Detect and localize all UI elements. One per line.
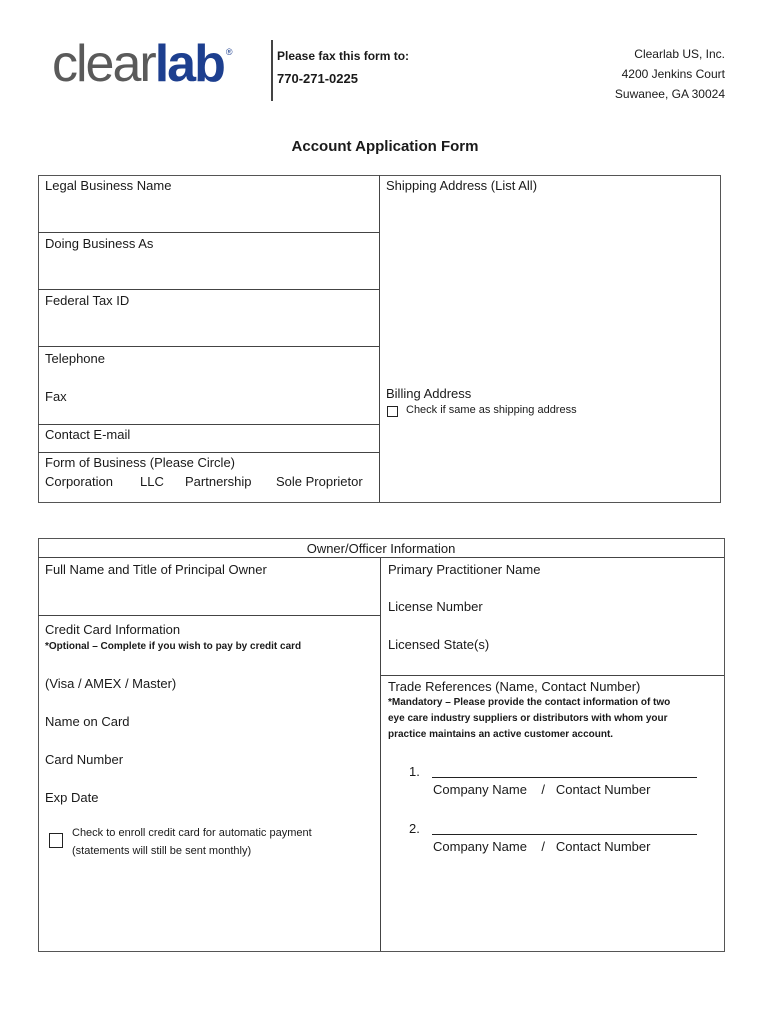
company-name: Clearlab US, Inc.: [634, 47, 725, 61]
row-line: [38, 452, 379, 453]
trade-references-label: Trade References (Name, Contact Number): [388, 679, 641, 694]
doing-business-as-label: Doing Business As: [45, 236, 154, 251]
federal-tax-id-field[interactable]: [39, 310, 378, 345]
federal-tax-id-label: Federal Tax ID: [45, 293, 130, 308]
reference-2-field[interactable]: [432, 817, 697, 834]
primary-practitioner-label: Primary Practitioner Name: [388, 562, 541, 577]
business-type-partnership[interactable]: Partnership: [185, 474, 252, 489]
legal-business-name-field[interactable]: [39, 196, 378, 231]
reference-1-line: [432, 777, 697, 778]
billing-address-label: Billing Address: [386, 386, 472, 401]
telephone-field[interactable]: [120, 349, 375, 369]
telephone-label: Telephone: [45, 351, 105, 366]
logo-text-lab: lab: [154, 35, 224, 93]
reference-1-number: 1.: [409, 764, 420, 779]
licensed-states-field[interactable]: [495, 634, 720, 654]
logo-registered-mark: ®: [225, 47, 233, 57]
row-line: [38, 424, 379, 425]
same-as-shipping-label: Check if same as shipping address: [406, 404, 577, 416]
owner-header-line: [38, 557, 724, 558]
name-on-card-label: Name on Card: [45, 714, 130, 729]
reference-1-field[interactable]: [432, 760, 697, 777]
license-number-field[interactable]: [495, 596, 720, 616]
card-number-label: Card Number: [45, 752, 124, 767]
name-on-card-field[interactable]: [140, 711, 375, 733]
owner-officer-header: Owner/Officer Information: [306, 541, 456, 556]
auto-pay-checkbox[interactable]: [49, 833, 63, 848]
header-divider: [271, 40, 273, 101]
section2-divider: [380, 557, 381, 951]
credit-card-info-label: Credit Card Information: [45, 622, 181, 637]
form-of-business-label: Form of Business (Please Circle): [45, 455, 235, 470]
fax-label: Please fax this form to:: [277, 49, 410, 63]
license-number-label: License Number: [388, 599, 483, 614]
logo-text-clear: clear: [52, 35, 155, 93]
reference-2-caption: Company Name / Contact Number: [433, 839, 651, 854]
card-number-field[interactable]: [135, 749, 375, 771]
billing-address-field[interactable]: [381, 422, 717, 500]
contact-email-label: Contact E-mail: [45, 427, 131, 442]
mandatory-note-line3: practice maintains an active customer account.: [388, 729, 614, 740]
clearlab-logo: [52, 35, 233, 93]
primary-practitioner-field[interactable]: [555, 560, 720, 580]
card-types: (Visa / AMEX / Master): [45, 676, 177, 691]
row-line: [380, 675, 724, 676]
mandatory-note-line2: eye care industry suppliers or distributors with whom your: [388, 713, 668, 724]
exp-date-label: Exp Date: [45, 790, 99, 805]
company-city: Suwanee, GA 30024: [614, 87, 725, 101]
fax-number: 770-271-0225: [277, 71, 358, 86]
company-street: 4200 Jenkins Court: [621, 67, 725, 81]
principal-owner-field[interactable]: [39, 580, 379, 614]
row-line: [38, 615, 380, 616]
credit-card-optional-note: *Optional – Complete if you wish to pay by credit card: [45, 641, 302, 652]
business-type-corporation[interactable]: Corporation: [45, 474, 113, 489]
principal-owner-label: Full Name and Title of Principal Owner: [45, 562, 267, 577]
licensed-states-label: Licensed State(s): [388, 637, 490, 652]
exp-date-field[interactable]: [110, 787, 375, 809]
shipping-address-field[interactable]: [381, 197, 717, 377]
row-line: [38, 232, 379, 233]
fax-field[interactable]: [80, 386, 375, 406]
same-as-shipping-checkbox[interactable]: [387, 406, 398, 417]
mandatory-note-line1: *Mandatory – Please provide the contact information of two: [388, 697, 671, 708]
fax-label-field: Fax: [45, 389, 67, 404]
business-type-sole-proprietor[interactable]: Sole Proprietor: [276, 474, 363, 489]
row-line: [38, 346, 379, 347]
reference-2-number: 2.: [409, 821, 420, 836]
section1-divider: [379, 175, 380, 502]
doing-business-as-field[interactable]: [39, 253, 378, 288]
auto-pay-label: Check to enroll credit card for automatic payment: [72, 827, 312, 839]
contact-email-field[interactable]: [140, 426, 375, 450]
page-title: Account Application Form: [291, 138, 479, 155]
reference-1-caption: Company Name / Contact Number: [433, 782, 651, 797]
shipping-address-label: Shipping Address (List All): [386, 178, 538, 193]
row-line: [38, 289, 379, 290]
reference-2-line: [432, 834, 697, 835]
auto-pay-note: (statements will still be sent monthly): [72, 845, 252, 857]
legal-business-name-label: Legal Business Name: [45, 178, 172, 193]
business-type-llc[interactable]: LLC: [140, 474, 164, 489]
